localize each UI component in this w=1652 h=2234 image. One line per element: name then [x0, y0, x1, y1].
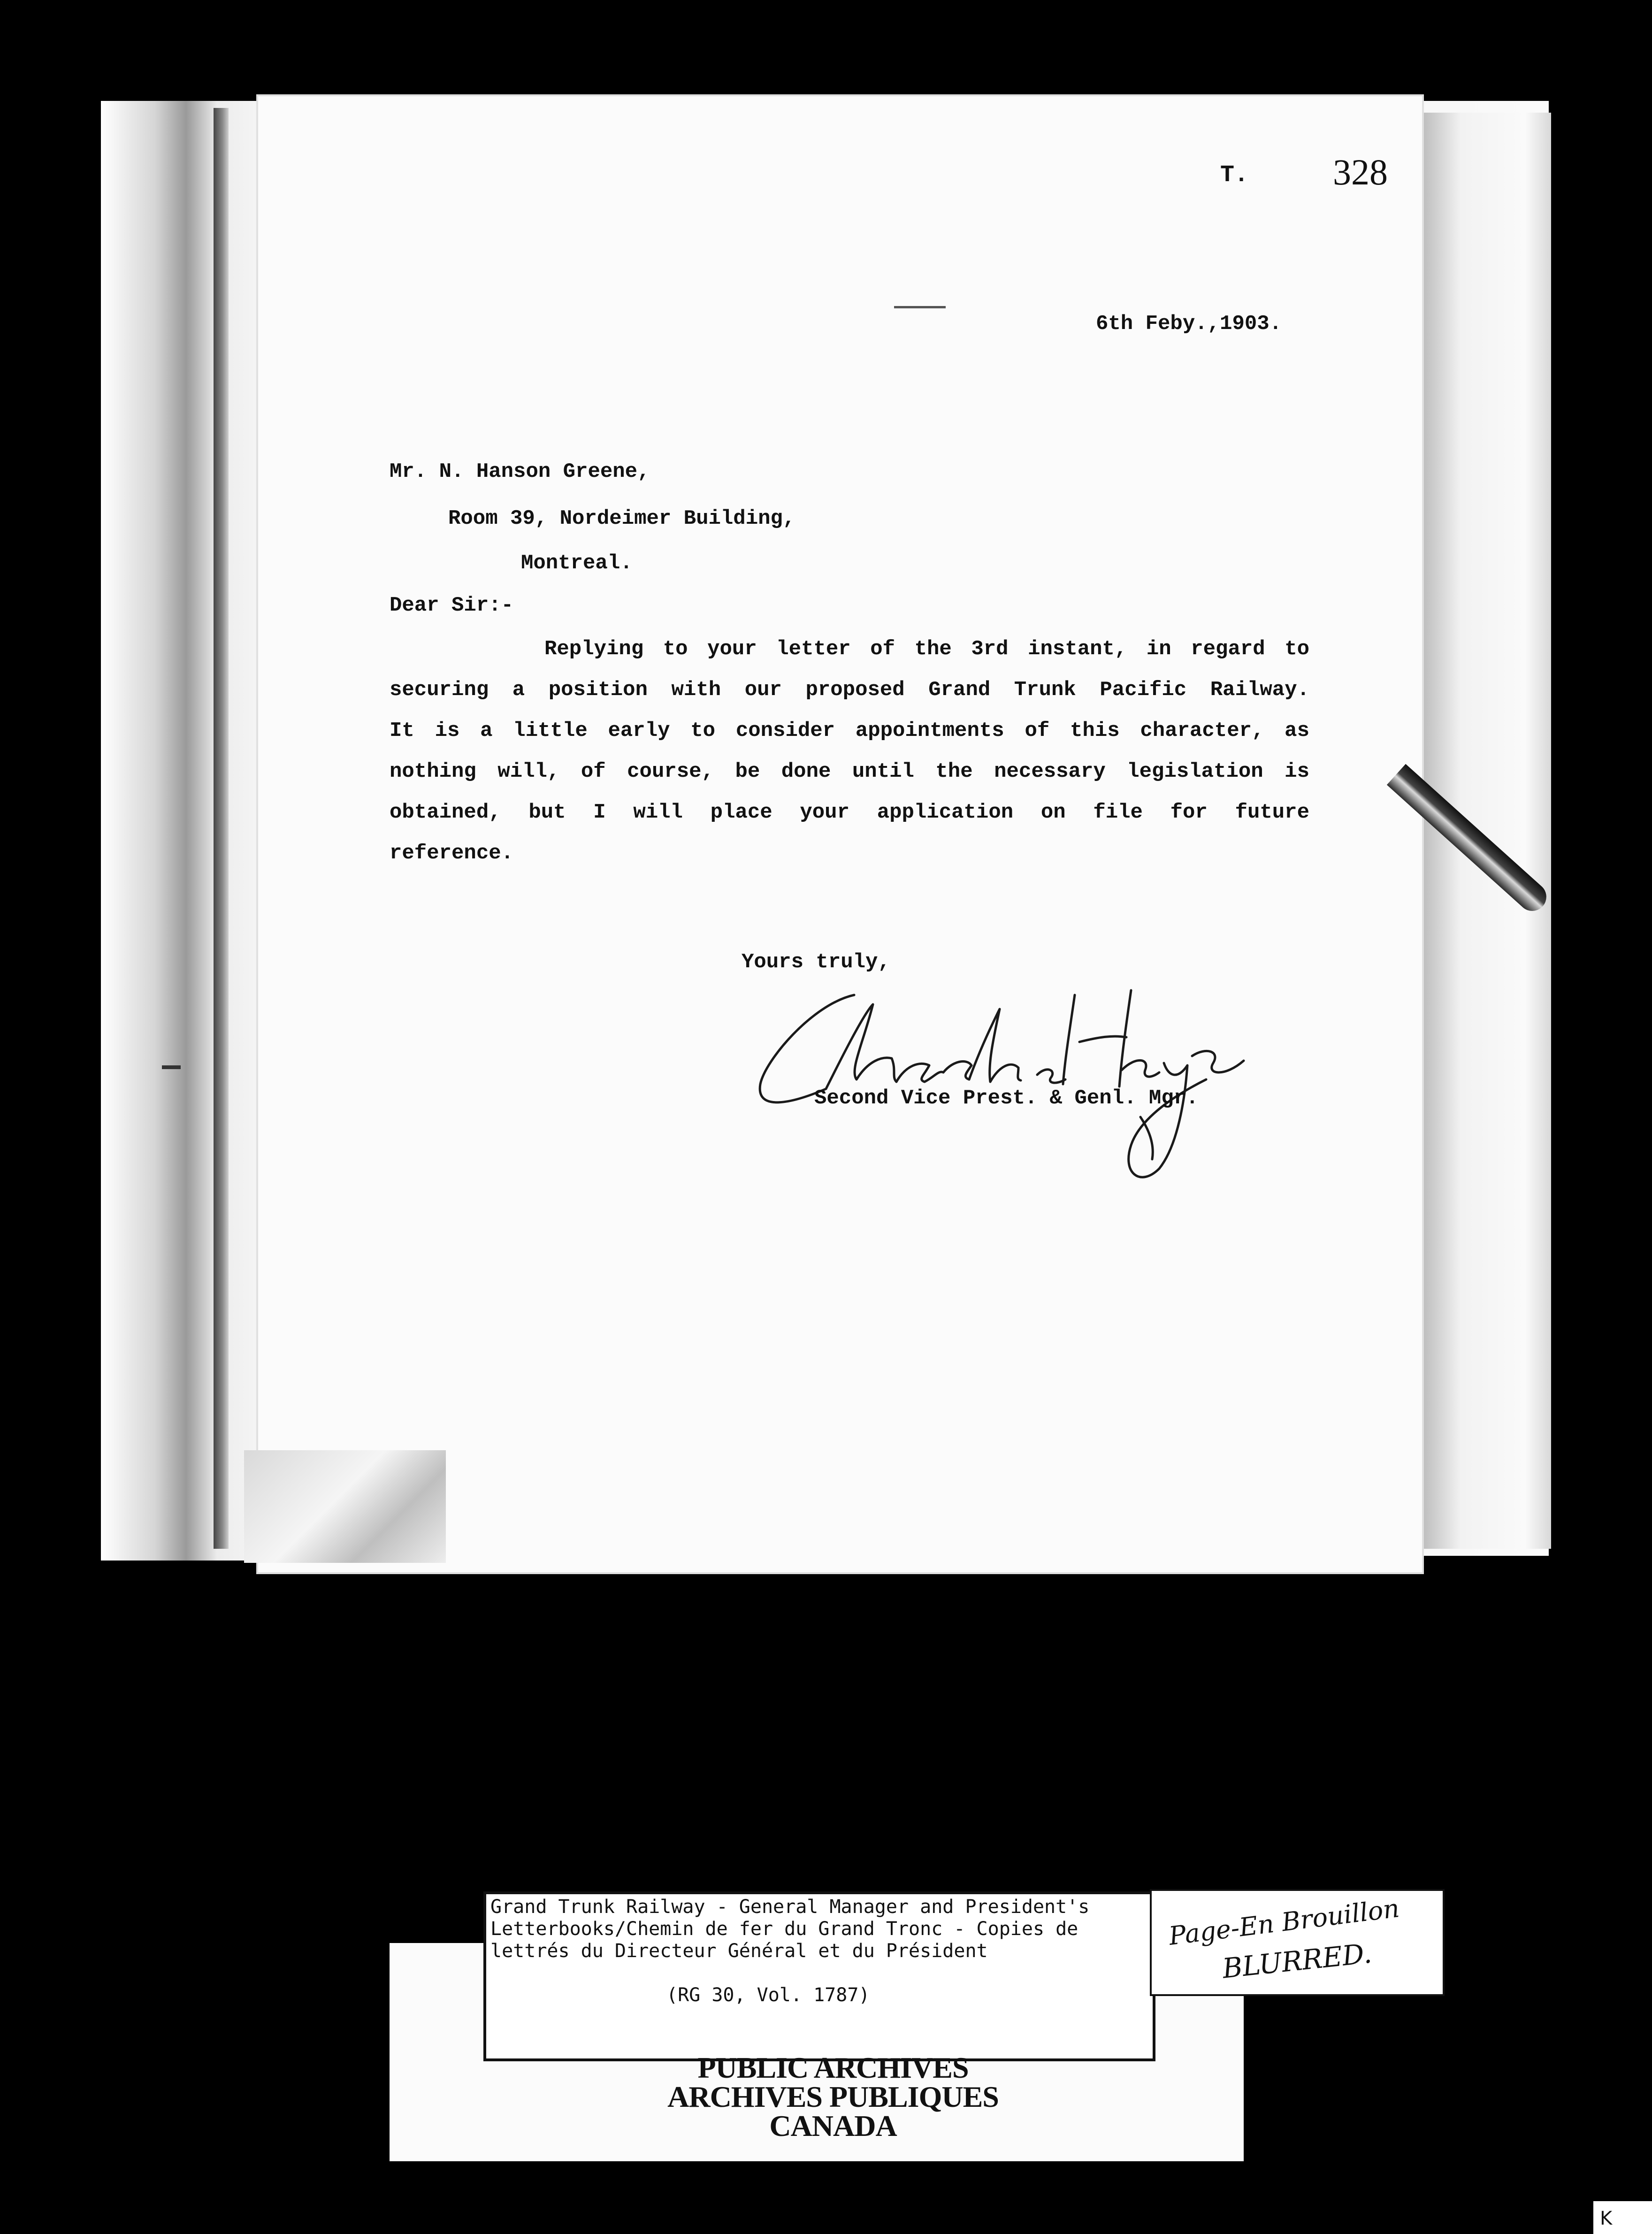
collection-line: lettrés du Directeur Général et du Président: [490, 1940, 988, 1962]
closing: Yours truly,: [742, 950, 890, 974]
collection-reference: (RG 30, Vol. 1787): [666, 1984, 870, 2006]
handwritten-note-line: Page-En Brouillon: [1167, 1893, 1401, 1951]
signer-title: Second Vice Prest. & Genl. Mgr.: [814, 1086, 1199, 1110]
body-line: reference.: [390, 842, 514, 865]
body-line: obtained, but I will place your application on file for future: [390, 801, 1309, 824]
page-edge-shadow: [214, 108, 229, 1549]
archives-stamp: [483, 2053, 1183, 2141]
institution-english: PUBLIC ARCHIVES: [697, 2051, 969, 2084]
handwritten-note-line: BLURRED.: [1221, 1937, 1374, 1985]
collection-description: [490, 1896, 1147, 1962]
page-number: 328: [1333, 152, 1388, 192]
page-corner-fold: [244, 1450, 446, 1563]
body-line: nothing will, of course, be done until the necessary legislation is: [390, 760, 1309, 783]
institution-country: CANADA: [769, 2109, 897, 2142]
letter-date: 6th Feby.,1903.: [1096, 312, 1282, 336]
handwritten-note: [1150, 1889, 1445, 1996]
recipient-city: Montreal.: [521, 551, 633, 575]
collection-line: Grand Trunk Railway - General Manager and President's: [490, 1896, 1090, 1918]
body-line: securing a position with our proposed Grand Trunk Pacific Railway.: [390, 678, 1309, 702]
letter-body: [390, 629, 1309, 874]
margin-mark: [162, 1065, 181, 1069]
corner-mark: K: [1593, 2201, 1652, 2234]
recipient-name: Mr. N. Hanson Greene,: [390, 460, 650, 483]
reference-mark: T.: [1220, 162, 1249, 189]
collection-line: Letterbooks/Chemin de fer du Grand Tronc - Copies de: [490, 1918, 1078, 1940]
page-edge-left: [101, 101, 256, 1561]
recipient-address: Room 39, Nordeimer Building,: [448, 507, 795, 530]
institution-french: ARCHIVES PUBLIQUES: [667, 2080, 999, 2113]
body-line: It is a little early to consider appointments of this character, as: [390, 719, 1309, 742]
body-line: Replying to your letter of the 3rd instant, in regard to: [544, 637, 1309, 661]
salutation: Dear Sir:-: [390, 594, 514, 617]
stray-mark: [894, 306, 946, 308]
